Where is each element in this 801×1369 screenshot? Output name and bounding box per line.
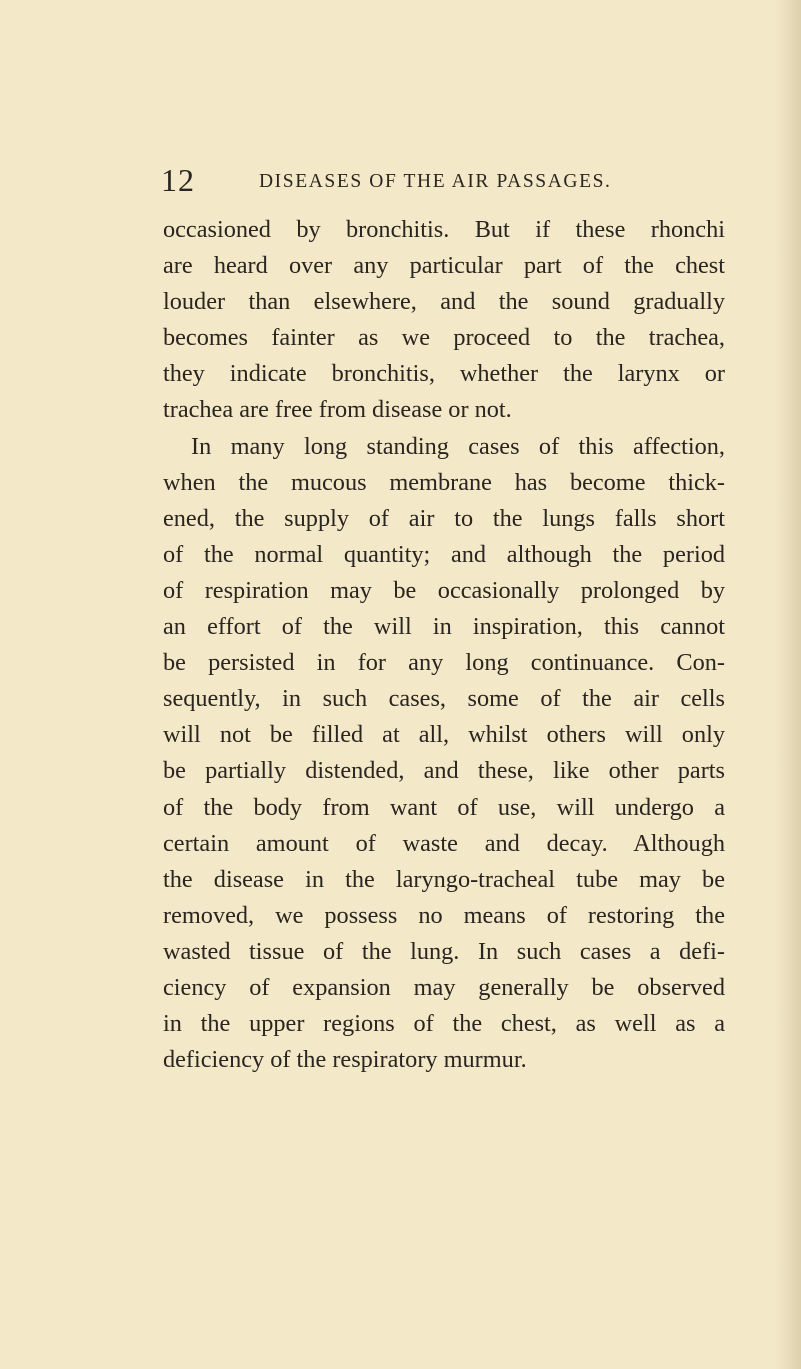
text-line: the disease in the laryngo-tracheal tube may be — [163, 865, 725, 893]
text-line: ened, the supply of air to the lungs falls short — [163, 504, 725, 532]
page-number: 12 — [161, 162, 195, 198]
text-line: occasioned by bronchitis. But if these rhonchi — [163, 216, 725, 243]
text-line: sequently, in such cases, some of the air cells — [163, 685, 725, 713]
body-text — [163, 212, 725, 1078]
text-line: be persisted in for any long continuance. Con- — [163, 649, 725, 677]
text-line: louder than elsewhere, and the sound gradually — [163, 288, 725, 316]
text-line: they indicate bronchitis, whether the larynx or — [163, 360, 725, 388]
running-title: DISEASES OF THE AIR PASSAGES. — [259, 171, 612, 192]
paragraph-end-line: deficiency of the respiratory murmur. — [163, 1046, 527, 1074]
text-line: becomes fainter as we proceed to the trachea, — [163, 324, 725, 352]
text-line: certain amount of waste and decay. Although — [163, 829, 725, 857]
text-line: of the normal quantity; and although the period — [163, 540, 725, 568]
text-line: when the mucous membrane has become thick- — [163, 468, 725, 496]
text-line: in the upper regions of the chest, as well as a — [163, 1010, 725, 1038]
text-line: wasted tissue of the lung. In such cases a defi- — [163, 937, 725, 965]
paragraph-start-line: In many long standing cases of this affection, — [191, 432, 725, 460]
text-line: removed, we possess no means of restoring the — [163, 901, 725, 929]
running-head — [161, 162, 736, 198]
text-line: be partially distended, and these, like other parts — [163, 757, 725, 785]
text-line: will not be filled at all, whilst others will only — [163, 721, 725, 749]
text-line: of respiration may be occasionally prolonged by — [163, 576, 725, 604]
text-line: are heard over any particular part of the chest — [163, 252, 725, 280]
text-line: ciency of expansion may generally be observed — [163, 973, 725, 1001]
text-line: an effort of the will in inspiration, this cannot — [163, 613, 725, 641]
text-line: of the body from want of use, will undergo a — [163, 793, 725, 821]
paragraph-end-line: trachea are free from disease or not. — [163, 396, 512, 424]
